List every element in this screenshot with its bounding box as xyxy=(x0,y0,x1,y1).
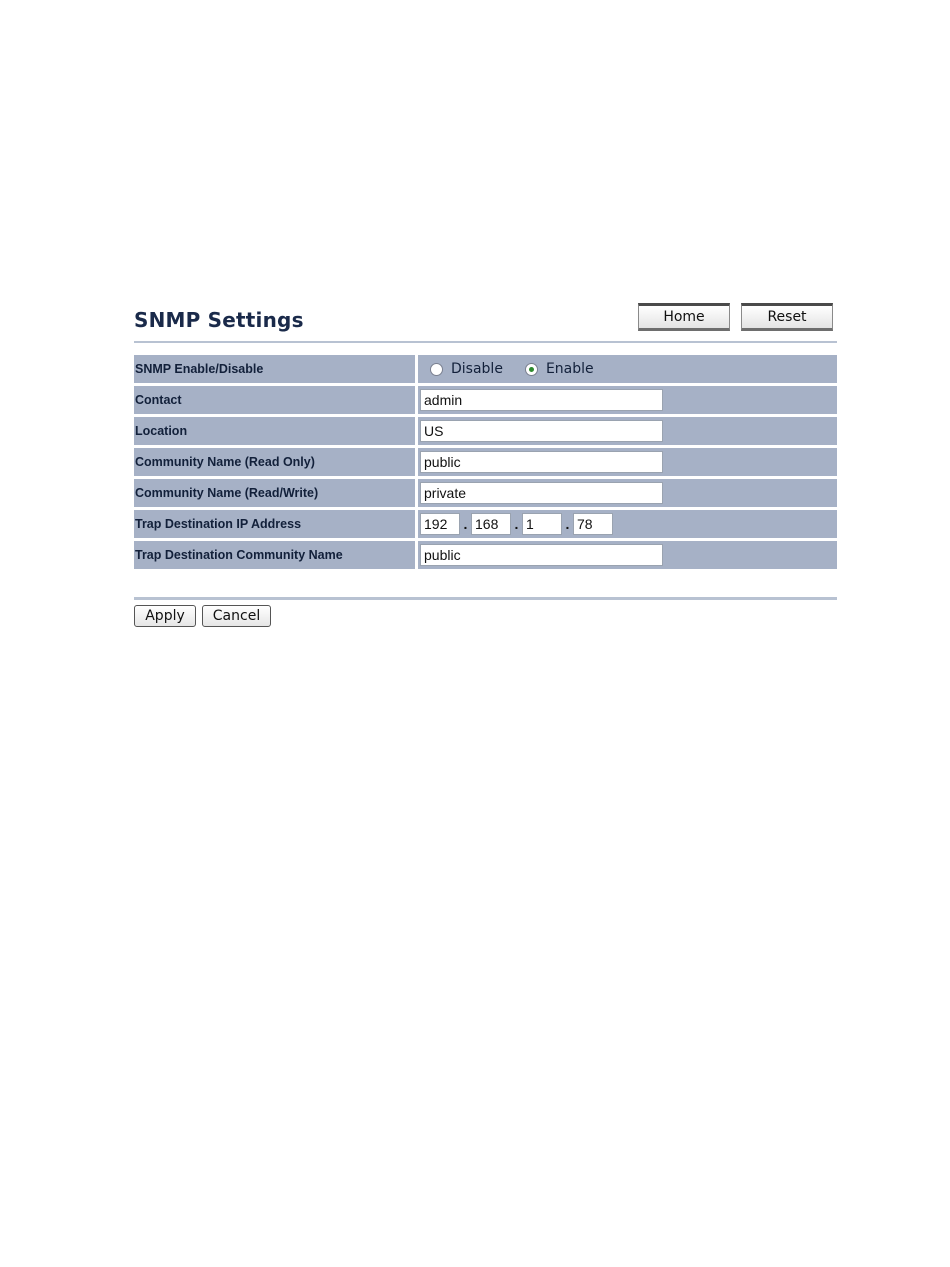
radio-selected-dot xyxy=(529,367,534,372)
ip-octet-2-input[interactable]: 168 xyxy=(471,513,511,535)
page-header xyxy=(134,303,837,341)
contact-input[interactable]: admin xyxy=(420,389,663,411)
enable-radio-label[interactable]: Enable xyxy=(545,361,594,377)
disable-radio-label[interactable]: Disable xyxy=(451,361,503,377)
snmp-enable-label: SNMP Enable/Disable xyxy=(134,355,418,386)
ip-separator: . xyxy=(463,516,468,532)
ip-separator: . xyxy=(514,516,519,532)
community-read-write-label: Community Name (Read/Write) xyxy=(134,479,418,510)
contact-label: Contact xyxy=(134,386,418,417)
ip-octet-3-input[interactable]: 1 xyxy=(522,513,562,535)
footer-divider xyxy=(134,597,837,600)
snmp-settings-table xyxy=(134,355,837,572)
table-row xyxy=(134,479,837,510)
community-read-only-label: Community Name (Read Only) xyxy=(134,448,418,479)
page-title: SNMP Settings xyxy=(134,308,304,332)
location-label: Location xyxy=(134,417,418,448)
trap-destination-ip-label: Trap Destination IP Address xyxy=(134,510,418,541)
home-button[interactable]: Home xyxy=(638,303,730,331)
table-row xyxy=(134,448,837,479)
ip-octet-1-input[interactable]: 192 xyxy=(420,513,460,535)
apply-button[interactable]: Apply xyxy=(134,605,196,627)
ip-octet-4-input[interactable]: 78 xyxy=(573,513,613,535)
table-row xyxy=(134,510,837,541)
location-input[interactable]: US xyxy=(420,420,663,442)
header-divider xyxy=(134,341,837,343)
ip-separator: . xyxy=(565,516,570,532)
trap-community-label: Trap Destination Community Name xyxy=(134,541,418,572)
enable-radio[interactable] xyxy=(525,363,538,376)
trap-destination-ip-fields xyxy=(420,513,837,535)
reset-button[interactable]: Reset xyxy=(741,303,833,331)
community-read-only-input[interactable]: public xyxy=(420,451,663,473)
snmp-enable-radio-group xyxy=(420,355,837,383)
trap-community-input[interactable]: public xyxy=(420,544,663,566)
cancel-button[interactable]: Cancel xyxy=(202,605,271,627)
table-row xyxy=(134,541,837,572)
disable-radio[interactable] xyxy=(430,363,443,376)
table-row xyxy=(134,386,837,417)
community-read-write-input[interactable]: private xyxy=(420,482,663,504)
table-row xyxy=(134,355,837,386)
table-row xyxy=(134,417,837,448)
